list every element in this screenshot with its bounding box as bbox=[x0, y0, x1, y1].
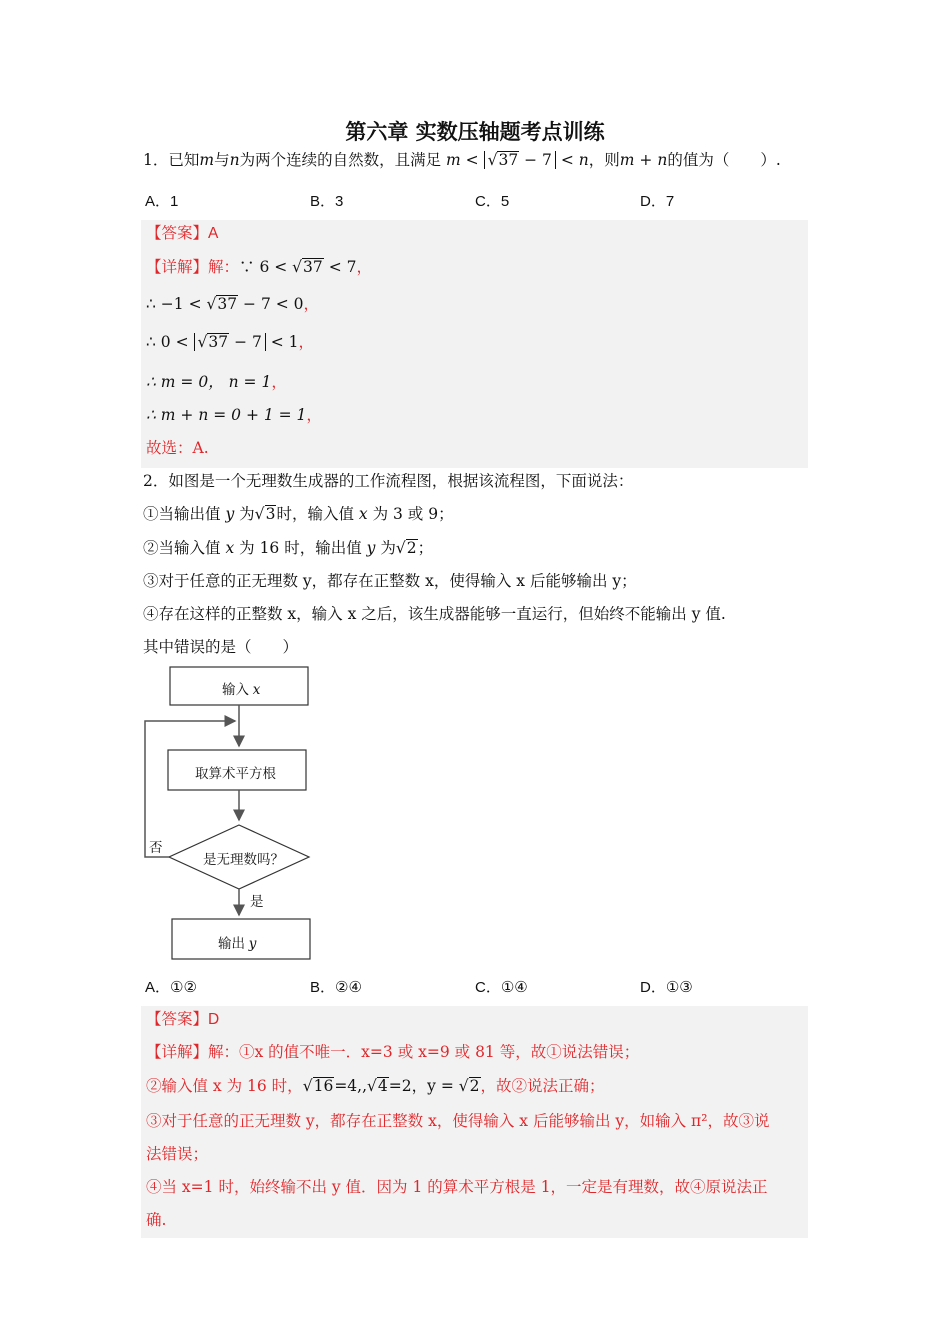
q1-explain-start: 【详解】解：∵ 6 < √37 < 7， bbox=[146, 258, 373, 276]
q2-explain-4a: ④当 x=1 时，始终输不出 y 值．因为 1 的算术平方根是 1，一定是有理数，故④原说法正 bbox=[146, 1178, 768, 1196]
q2-statement-1: ①当输出值 y 为√3时，输入值 x 为 3 或 9； bbox=[143, 505, 454, 523]
page-title: 第六章 实数压轴题考点训练 bbox=[345, 119, 605, 144]
q1-answer: 【答案】A bbox=[146, 224, 219, 242]
q2-stem: 2．如图是一个无理数生成器的工作流程图，根据该流程图，下面说法： bbox=[143, 472, 634, 490]
q2-explain-3b: 法错误； bbox=[146, 1145, 209, 1163]
q1-conclusion: 故选：A. bbox=[146, 439, 209, 457]
q2-explain-3a: ③对于任意的正无理数 y，都存在正整数 x，使得输入 x 后能够输出 y，如输入 π²，故③说 bbox=[146, 1112, 770, 1130]
q1-step-4: ∴ m = 0， n = 1， bbox=[146, 373, 287, 391]
q2-option-c: C．①④ bbox=[475, 979, 528, 996]
q2-statement-2: ②当输入值 x 为 16 时，输出值 y 为√2； bbox=[143, 539, 434, 557]
flow-output-label: 输出 y bbox=[218, 936, 257, 952]
flow-input-label: 输入 x bbox=[222, 682, 261, 698]
q2-option-d: D．①③ bbox=[640, 979, 693, 996]
flow-decision-label: 是无理数吗？ bbox=[203, 852, 284, 867]
q1-option-a: A．1 bbox=[145, 193, 179, 210]
q2-explain-4b: 确. bbox=[146, 1211, 167, 1229]
q2-option-b: B．②④ bbox=[310, 979, 362, 996]
q1-step-5: ∴ m + n = 0 + 1 = 1， bbox=[146, 406, 322, 424]
q1-stem: 1．已知m与n为两个连续的自然数，且满足 m < √37 − 7 < n，则m + n的值为（ ）. bbox=[143, 151, 781, 169]
flowchart bbox=[140, 660, 330, 965]
flow-yes-label: 是 bbox=[250, 894, 264, 909]
q2-statement-3: ③对于任意的正无理数 y，都存在正整数 x，使得输入 x 后能够输出 y； bbox=[143, 572, 637, 590]
q1-option-d: D．7 bbox=[640, 193, 675, 210]
q1-abs-expression: √37 − 7 bbox=[484, 151, 556, 169]
q2-option-a: A．①② bbox=[145, 979, 197, 996]
flow-process-label: 取算术平方根 bbox=[195, 766, 276, 781]
q1-option-c: C．5 bbox=[475, 193, 510, 210]
q2-statement-4: ④存在这样的正整数 x，输入 x 之后，该生成器能够一直运行，但始终不能输出 y 值. bbox=[143, 605, 726, 623]
q2-question: 其中错误的是（ ） bbox=[143, 638, 299, 656]
q1-option-b: B．3 bbox=[310, 193, 344, 210]
q2-explain-2: ②输入值 x 为 16 时，√16=4,,√4=2，y = √2，故②说法正确； bbox=[146, 1077, 605, 1095]
q2-explain-1: 【详解】解：①x 的值不唯一．x=3 或 x=9 或 81 等，故①说法错误； bbox=[146, 1043, 640, 1061]
q1-step-2: ∴ −1 < √37 − 7 < 0， bbox=[146, 295, 320, 313]
q2-answer: 【答案】D bbox=[146, 1010, 220, 1028]
flow-no-label: 否 bbox=[149, 840, 163, 855]
q1-step-3: ∴ 0 < √37 − 7 < 1， bbox=[146, 333, 315, 351]
